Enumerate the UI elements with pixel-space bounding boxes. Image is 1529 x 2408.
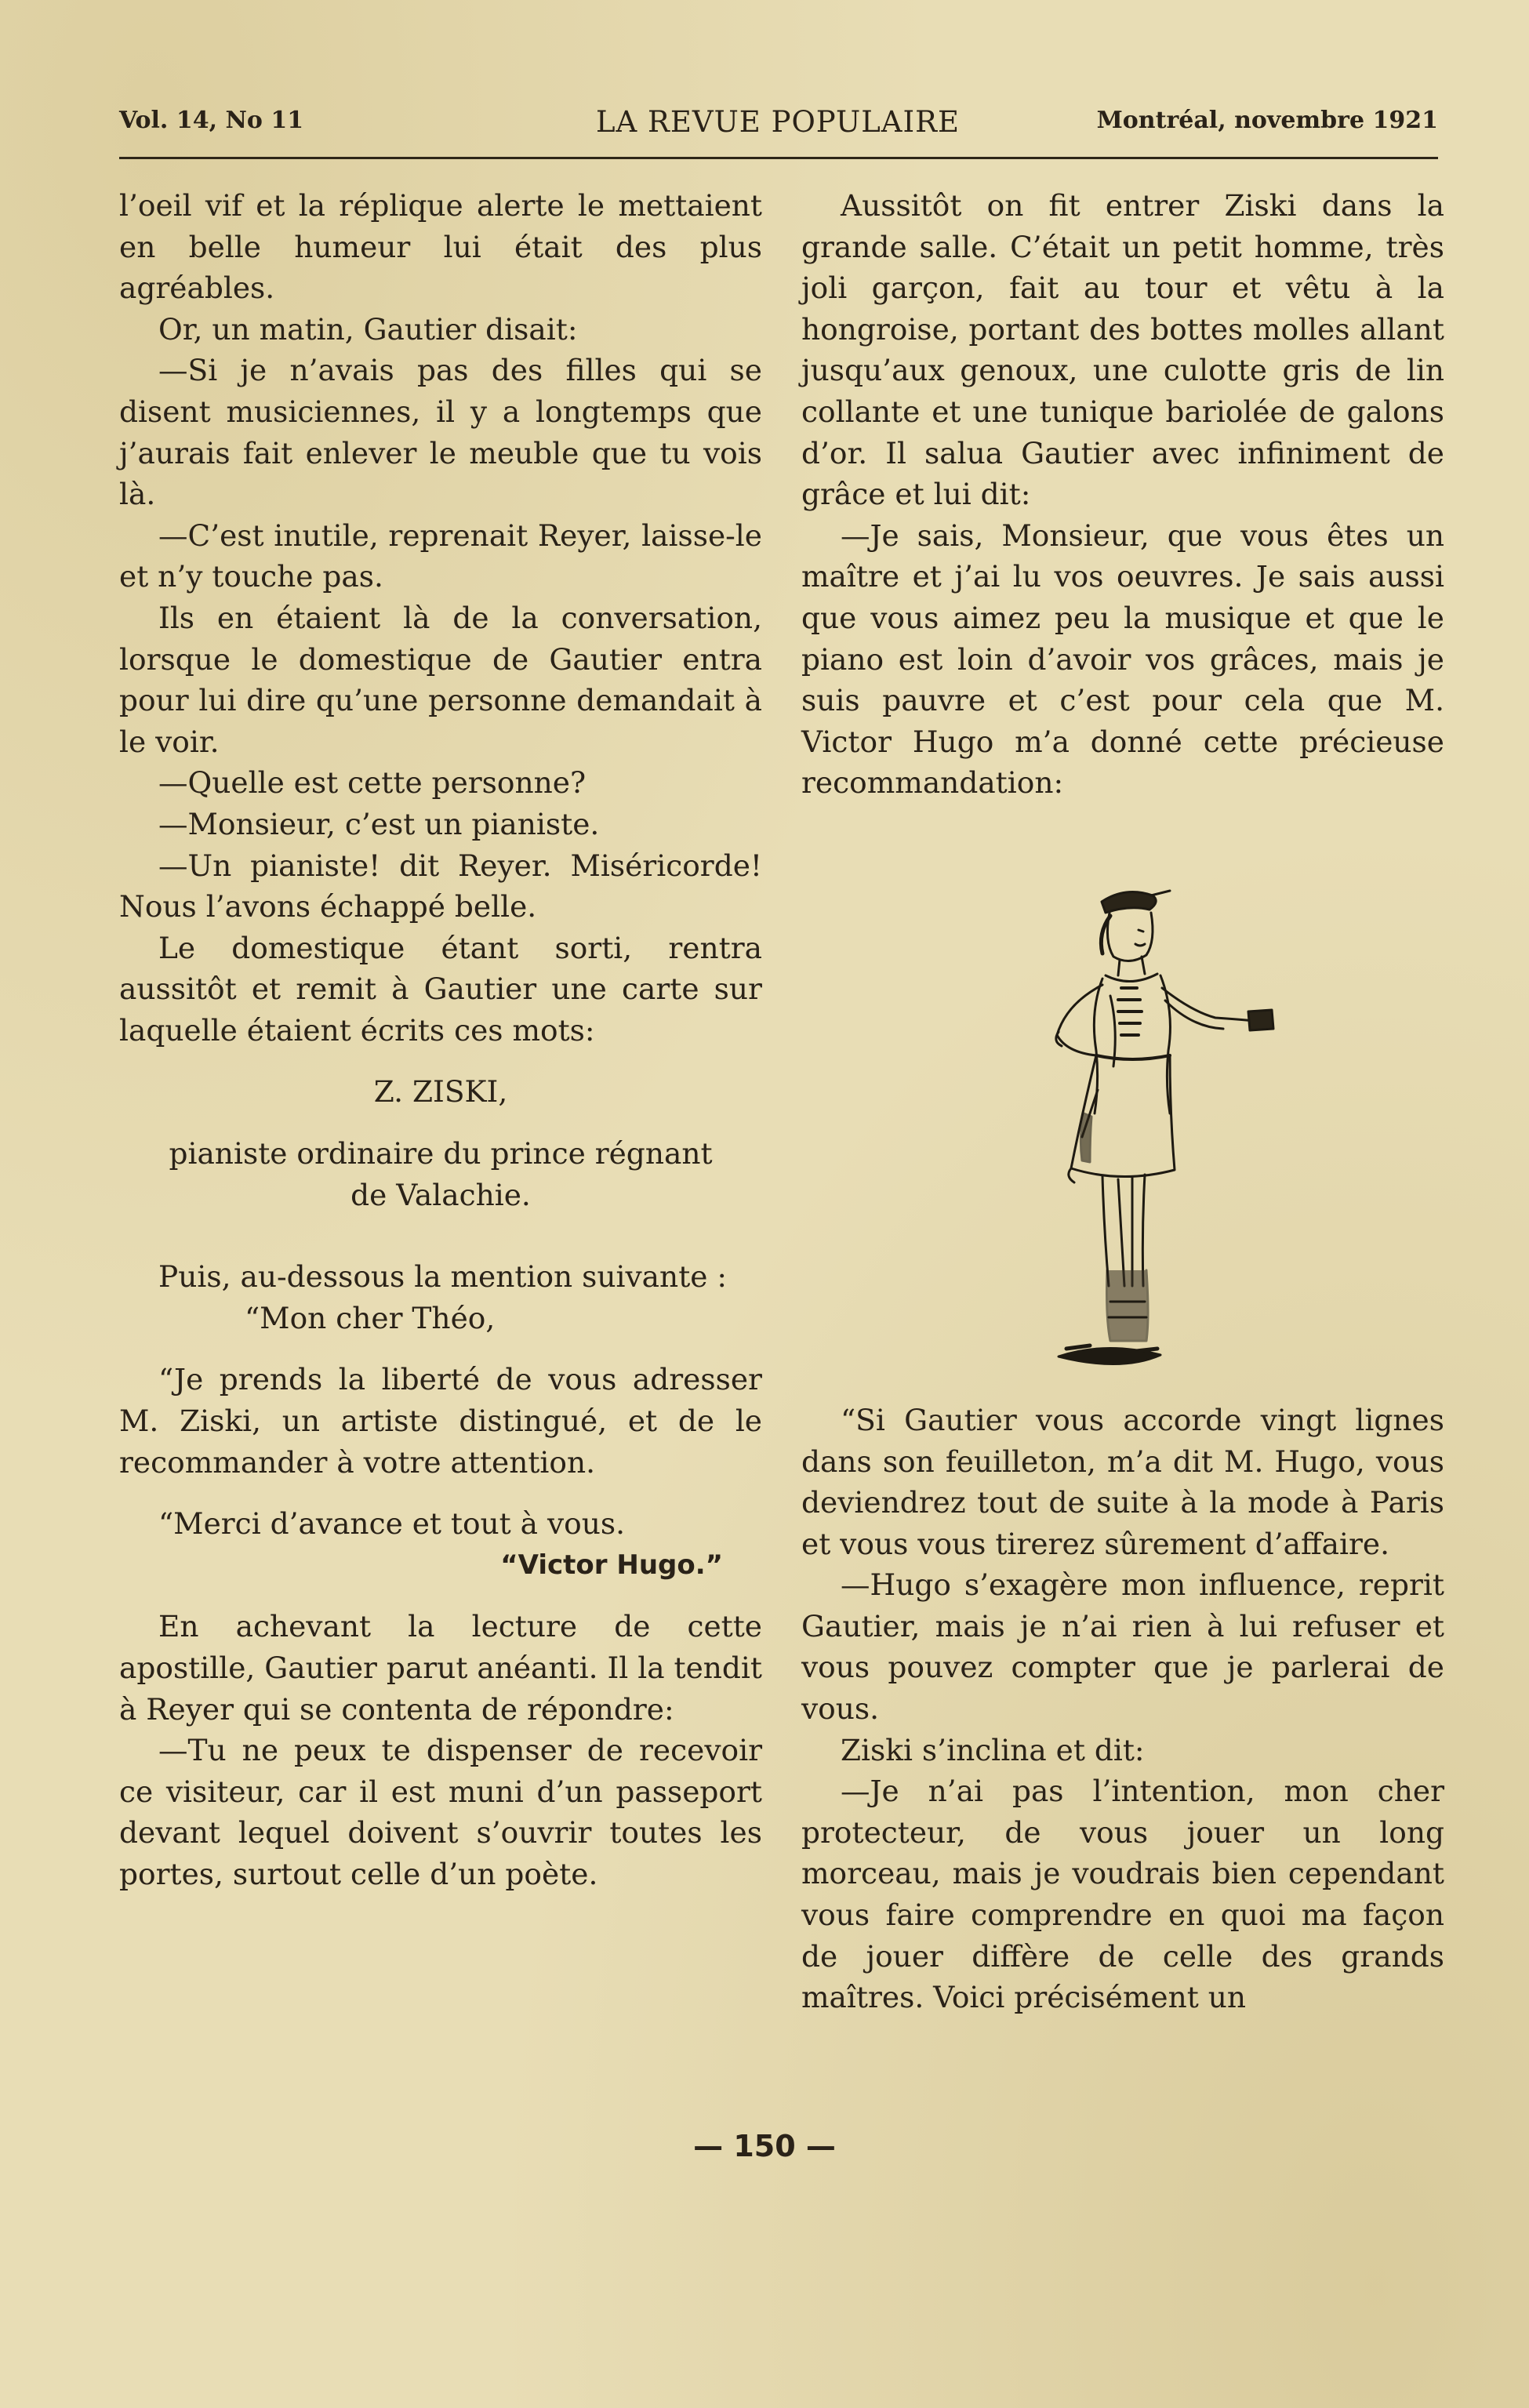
issue-date: Montréal, novembre 1921 — [1096, 107, 1438, 134]
paragraph: Or, un matin, Gautier disait: — [158, 311, 578, 347]
paragraph: Ziski s’inclina et dit: — [841, 1732, 1145, 1767]
paragraph: Aussitôt on fit entrer Ziski dans la grande salle. C’était un petit homme, très joli garçon, fait au tour et vêtu à la hongroise, portant des bottes molles allant jusqu’aux genoux, une culotte gris de lin collante et une tunique bariolée de galons d’or. Il salua Gautier avec infiniment de grâce et lui dit: — [801, 188, 1444, 512]
paragraph: —Quelle est cette personne? — [158, 765, 587, 801]
paragraph: l’oeil vif et la réplique alerte le mettaient en belle humeur lui était des plus agréables. — [119, 188, 762, 306]
card-title: pianiste ordinaire du prince régnant — [169, 1136, 713, 1171]
paragraph: —C’est inutile, reprenait Reyer, laisse-le et n’y touche pas. — [119, 518, 762, 594]
letter-salutation: “Mon cher Théo, — [245, 1300, 496, 1335]
letter-body: “Je prends la liberté de vous adresser M. Ziski, un artiste distingué, et de le recommander à votre attention. — [119, 1362, 762, 1480]
paragraph: —Un pianiste! dit Reyer. Miséricorde! Nous l’avons échappé belle. — [119, 848, 762, 924]
paragraph: —Si je n’avais pas des filles qui se disent musiciennes, il y a longtemps que j’aurais fait enlever le meuble que tu vois là. — [119, 353, 762, 512]
header-rule — [119, 157, 1438, 159]
page-number: — 150 — — [693, 2129, 836, 2163]
publication-title: LA REVUE POPULAIRE — [595, 105, 961, 139]
letter-thanks: “Merci d’avance et tout à vous. — [158, 1506, 626, 1542]
paragraph: —Hugo s’exagère mon influence, reprit Gautier, mais je n’ai rien à lui refuser et vous pouvez compter que je parlerai de vous. — [801, 1567, 1444, 1727]
paragraph: —Monsieur, c’est un pianiste. — [158, 806, 600, 841]
card-title-line2: de Valachie. — [350, 1177, 531, 1212]
left-column — [119, 185, 762, 1895]
paragraph: —Je sais, Monsieur, que vous êtes un maître et j’ai lu vos oeuvres. Je sais aussi que vous aimez peu la musique et que le piano est loin d’avoir vos grâces, mais je suis pauvre et c’est pour cela que M. Victor Hugo m’a donné cette précieuse recommandation: — [801, 518, 1444, 801]
paragraph: Ils en étaient là de la conversation, lorsque le domestique de Gautier entra pour lui dire qu’une personne demandait à le voir. — [119, 600, 762, 759]
paragraph: —Tu ne peux te dispenser de recevoir ce visiteur, car il est muni d’un passeport devant lequel doivent s’ouvrir toutes les portes, surtout celle d’un poète. — [119, 1733, 762, 1891]
volume-number: Vol. 14, No 11 — [119, 107, 304, 134]
paragraph: —Je n’ai pas l’intention, mon cher protecteur, de vous jouer un long morceau, mais je voudrais bien cependant vous faire comprendre en quoi ma façon de jouer diffère de celle des grands maîtres. Voici précisément un — [801, 1774, 1444, 2015]
letter-intro: Puis, au-dessous la mention suivante : — [158, 1259, 728, 1295]
running-header — [119, 107, 1438, 146]
paragraph: “Si Gautier vous accorde vingt lignes dans son feuilleton, m’a dit M. Hugo, vous deviendrez tout de suite à la mode à Paris et vous vous tirerez sûrement d’affaire. — [801, 1402, 1444, 1561]
letter-signature: “Victor Hugo.” — [500, 1549, 723, 1581]
paragraph: Le domestique étant sorti, rentra aussitôt et remit à Gautier une carte sur laquelle étaient écrits ces mots: — [119, 930, 762, 1048]
paragraph: En achevant la lecture de cette apostille, Gautier parut anéanti. Il la tendit à Reyer qui se contenta de répondre: — [119, 1609, 762, 1727]
card-name: Z. ZISKI, — [373, 1074, 508, 1110]
man-illustration-icon — [964, 878, 1309, 1396]
